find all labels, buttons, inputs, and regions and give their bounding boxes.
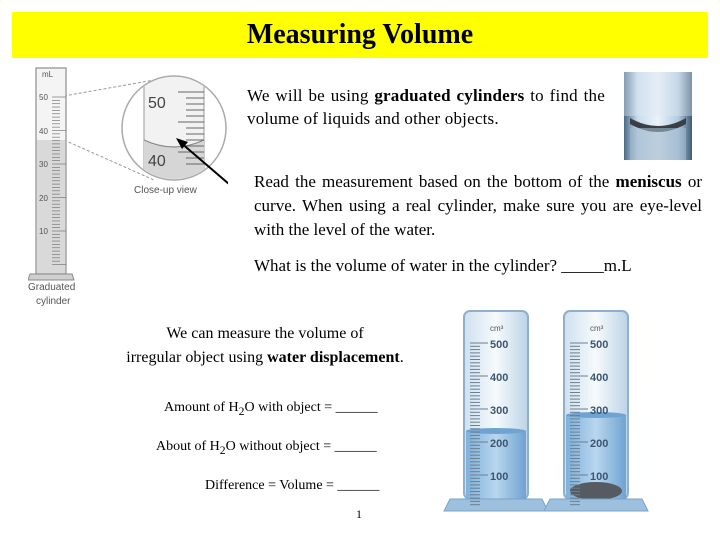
cylinder-tick-label: 30 — [39, 160, 48, 169]
beaker-unit-label: cm³ — [590, 324, 604, 333]
closeup-tick-label: 50 — [148, 95, 166, 112]
intro-text-start: We will be using — [247, 86, 375, 105]
page-number: 1 — [356, 507, 362, 521]
cylinder-with-object — [544, 311, 648, 511]
cylinder-without-object — [444, 311, 548, 511]
graduated-cylinder-diagram — [28, 62, 228, 314]
cylinder-tick-label: 50 — [39, 93, 48, 102]
displacement-line2: irregular object using water displacement. — [126, 349, 404, 366]
beaker-tick-label: 300 — [590, 405, 609, 417]
beaker-tick-label: 400 — [490, 372, 509, 384]
beaker-tick-label: 300 — [490, 405, 509, 417]
equation-without-object: About of $H_2O$ without object = ______ — [156, 439, 377, 457]
meniscus-text-end: or curve. When using a real cylinder, make sure you are eye-level with the level of the water. — [254, 172, 702, 239]
intro-text-end: to find the volume of liquids and other objects. — [247, 86, 605, 128]
meniscus-photo — [624, 72, 692, 160]
intro-paragraph — [247, 84, 605, 130]
beaker-tick-label: 200 — [590, 438, 609, 450]
displacement-line1: We can measure the volume of — [166, 325, 364, 342]
beaker-tick-label: 500 — [590, 339, 609, 351]
intro-bold-term: graduated cylinders — [374, 86, 525, 105]
page-title: Measuring Volume — [246, 19, 474, 50]
beaker-tick-label: 400 — [590, 372, 609, 384]
cylinder-tick-label: 10 — [39, 227, 48, 236]
closeup-tick-label: 40 — [148, 153, 166, 170]
meniscus-text-start: Read the measurement based on the bottom of the — [254, 172, 616, 191]
cylinder-tick-label: 40 — [39, 127, 48, 136]
displacement-paragraph — [100, 322, 430, 370]
cylinder-caption-line1: Graduated — [28, 282, 76, 293]
displacement-bold-term: water displacement — [267, 349, 400, 366]
closeup-caption: Close-up view — [134, 185, 197, 196]
beaker-tick-label: 100 — [490, 471, 509, 483]
meniscus-paragraph — [254, 170, 702, 242]
displacement-cylinders — [440, 305, 650, 517]
cylinder-tick-label: 20 — [39, 194, 48, 203]
meniscus-bold-term: meniscus — [615, 172, 682, 191]
beaker-unit-label: cm³ — [490, 324, 504, 333]
volume-question: What is the volume of water in the cylinder? _____m.L — [254, 256, 632, 275]
equation-difference: Difference = Volume = ______ — [205, 478, 380, 493]
beaker-tick-label: 500 — [490, 339, 509, 351]
title-banner — [12, 12, 708, 58]
beaker-tick-label: 200 — [490, 438, 509, 450]
cylinder-unit-label: mL — [42, 70, 54, 79]
beaker-tick-label: 100 — [590, 471, 609, 483]
cylinder-caption-line2: cylinder — [36, 296, 71, 307]
equation-with-object: Amount of $H_2O$ with object = ______ — [164, 400, 378, 418]
